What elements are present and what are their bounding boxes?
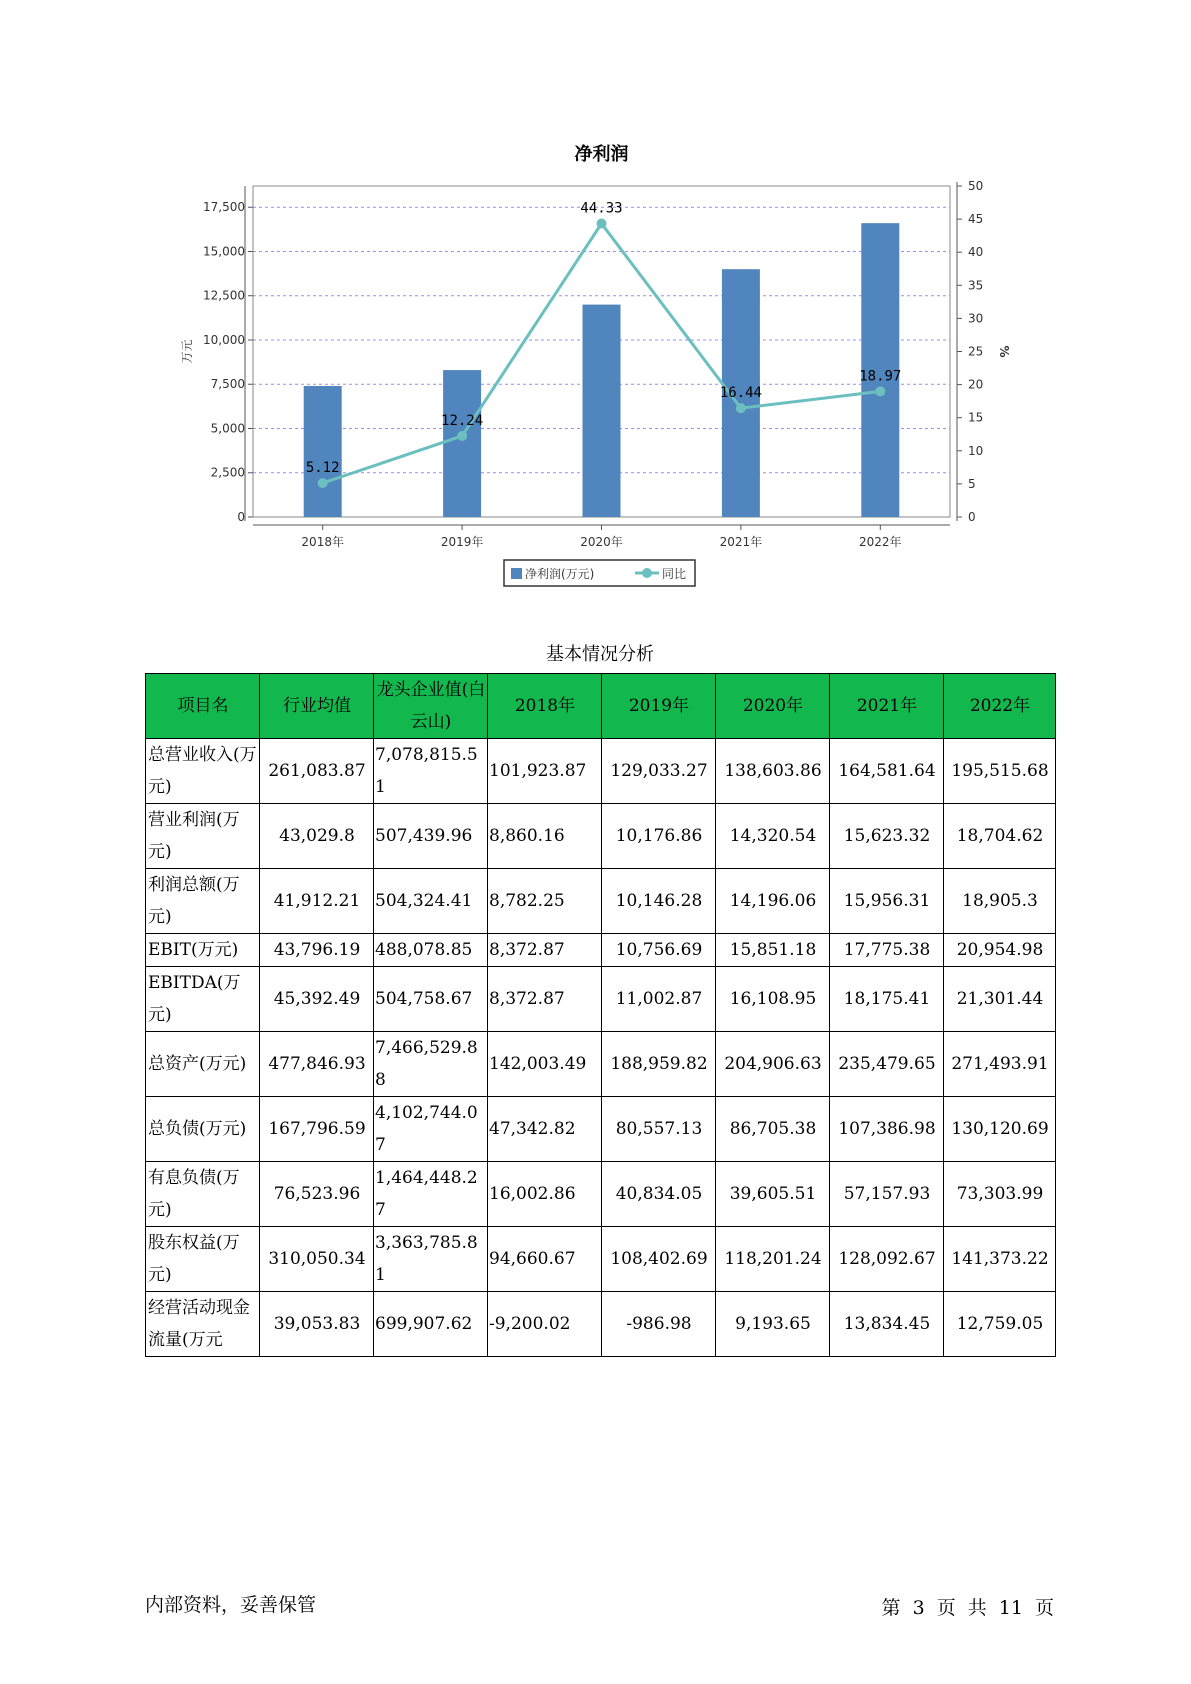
table-cell: 14,196.06 <box>716 869 830 934</box>
row-label-cell: 总营业收入(万元) <box>146 739 260 804</box>
table-cell: 142,003.49 <box>488 1032 602 1097</box>
table-cell: 16,002.86 <box>488 1162 602 1227</box>
legend-bar-swatch <box>511 568 522 579</box>
yoy-point <box>736 403 746 413</box>
table-cell: 699,907.62 <box>374 1292 488 1357</box>
row-label-cell: 有息负债(万元) <box>146 1162 260 1227</box>
table-cell: 235,479.65 <box>830 1032 944 1097</box>
table-cell: 80,557.13 <box>602 1097 716 1162</box>
y2-tick-label: 50 <box>968 179 984 193</box>
table-cell: 15,956.31 <box>830 869 944 934</box>
table-cell: 21,301.44 <box>944 967 1056 1032</box>
table-caption: 基本情况分析 <box>546 644 654 665</box>
table-cell: 73,303.99 <box>944 1162 1056 1227</box>
y2-tick-label: 10 <box>968 443 984 458</box>
row-label-cell: 经营活动现金流量(万元 <box>146 1292 260 1357</box>
table-header-cell: 龙头企业值(白云山) <box>374 674 488 739</box>
yoy-data-label: 18.97 <box>859 368 902 385</box>
y2-tick-label: 0 <box>968 510 976 524</box>
table-header-cell: 行业均值 <box>260 674 374 739</box>
table-cell: 10,176.86 <box>602 804 716 869</box>
chart-svg <box>0 0 1191 600</box>
row-label-cell: 股东权益(万元) <box>146 1227 260 1292</box>
net-profit-chart <box>0 0 1191 600</box>
table-cell: 138,603.86 <box>716 739 830 804</box>
table-cell: 141,373.22 <box>944 1227 1056 1292</box>
y-tick-label: 17,500 <box>203 200 245 215</box>
yoy-data-label: 12.24 <box>441 412 484 429</box>
table-header-row <box>146 674 1056 739</box>
table-cell: 43,029.8 <box>260 804 374 869</box>
table-cell: -9,200.02 <box>488 1292 602 1357</box>
y2-tick-label: 30 <box>968 311 984 326</box>
table-cell: 128,092.67 <box>830 1227 944 1292</box>
table-row <box>146 1292 1056 1357</box>
table-cell: 8,782.25 <box>488 869 602 934</box>
footer-confidential-note: 内部资料，妥善保管 <box>145 1594 317 1616</box>
yoy-point <box>318 478 328 488</box>
basic-analysis-table <box>145 673 1056 1357</box>
table-header-cell: 2020年 <box>716 674 830 739</box>
table-cell: 15,623.32 <box>830 804 944 869</box>
table-row <box>146 804 1056 869</box>
table-cell: 488,078.85 <box>374 934 488 967</box>
table-row <box>146 967 1056 1032</box>
table-row <box>146 1162 1056 1227</box>
table-cell: 8,372.87 <box>488 934 602 967</box>
yoy-point <box>875 386 885 396</box>
yoy-point <box>597 219 607 229</box>
table-cell: 18,175.41 <box>830 967 944 1032</box>
table-cell: 40,834.05 <box>602 1162 716 1227</box>
chart-title: 净利润 <box>574 144 629 165</box>
table-cell: 15,851.18 <box>716 934 830 967</box>
bar-net-profit <box>583 305 621 517</box>
table-cell: 45,392.49 <box>260 967 374 1032</box>
bar-net-profit <box>441 370 484 517</box>
table-cell: 47,342.82 <box>488 1097 602 1162</box>
table-cell: 39,053.83 <box>260 1292 374 1357</box>
y-tick-label: 0 <box>237 510 245 524</box>
x-tick-label: 2020年 <box>580 535 623 549</box>
yoy-point <box>457 431 467 441</box>
y2-axis-label: % <box>997 345 1011 358</box>
y-axis-label: 万元 <box>180 339 194 364</box>
table-row <box>146 1032 1056 1097</box>
table-cell: 108,402.69 <box>602 1227 716 1292</box>
table-cell: 10,146.28 <box>602 869 716 934</box>
x-tick-label: 2022年 <box>859 535 902 549</box>
table-cell: 11,002.87 <box>602 967 716 1032</box>
row-label-cell: 利润总额(万元) <box>146 869 260 934</box>
row-label-cell: 营业利润(万元) <box>146 804 260 869</box>
table-cell: 76,523.96 <box>260 1162 374 1227</box>
table-cell: 271,493.91 <box>944 1032 1056 1097</box>
footer-page-number: 第 3 页 共 11 页 <box>881 1597 1054 1619</box>
table-cell: 129,033.27 <box>602 739 716 804</box>
table-cell: 504,324.41 <box>374 869 488 934</box>
y-tick-label: 12,500 <box>203 288 245 303</box>
table-cell: 504,758.67 <box>374 967 488 1032</box>
row-label-cell: EBITDA(万元) <box>146 967 260 1032</box>
table-cell: 8,372.87 <box>488 967 602 1032</box>
table-cell: 1,464,448.27 <box>374 1162 488 1227</box>
bar-net-profit <box>304 386 342 517</box>
table-cell: 477,846.93 <box>260 1032 374 1097</box>
table-cell: 18,905.3 <box>944 869 1056 934</box>
table-cell: 164,581.64 <box>830 739 944 804</box>
table-cell: 10,756.69 <box>602 934 716 967</box>
table-cell: 9,193.65 <box>716 1292 830 1357</box>
table-cell: 86,705.38 <box>716 1097 830 1162</box>
y-tick-label: 2,500 <box>210 465 245 480</box>
table-header-cell: 2021年 <box>830 674 944 739</box>
table-header-cell: 2018年 <box>488 674 602 739</box>
x-tick-label: 2021年 <box>719 535 763 549</box>
x-tick-label: 2019年 <box>440 535 484 549</box>
table-header-cell: 2022年 <box>944 674 1056 739</box>
y-tick-label: 7,500 <box>210 377 245 392</box>
table-cell: 7,078,815.51 <box>374 739 488 804</box>
table-cell: 43,796.19 <box>260 934 374 967</box>
table-cell: 310,050.34 <box>260 1227 374 1292</box>
table-row <box>146 934 1056 967</box>
legend-line-label: 同比 <box>662 567 687 581</box>
table-cell: -986.98 <box>602 1292 716 1357</box>
table-row <box>146 1227 1056 1292</box>
table-cell: 107,386.98 <box>830 1097 944 1162</box>
legend-bar-label: 净利润(万元) <box>525 567 595 581</box>
table-cell: 101,923.87 <box>488 739 602 804</box>
table-header-cell: 2019年 <box>602 674 716 739</box>
table-cell: 16,108.95 <box>716 967 830 1032</box>
table-cell: 195,515.68 <box>944 739 1056 804</box>
table-cell: 20,954.98 <box>944 934 1056 967</box>
table-cell: 18,704.62 <box>944 804 1056 869</box>
yoy-data-label: 44.33 <box>580 200 623 217</box>
table-cell: 17,775.38 <box>830 934 944 967</box>
table-cell: 4,102,744.07 <box>374 1097 488 1162</box>
y2-tick-label: 20 <box>968 377 984 392</box>
table-cell: 14,320.54 <box>716 804 830 869</box>
table-cell: 8,860.16 <box>488 804 602 869</box>
y-tick-label: 10,000 <box>203 332 245 347</box>
table-header-cell: 项目名 <box>146 674 260 739</box>
table-row <box>146 739 1056 804</box>
row-label-cell: 总负债(万元) <box>146 1097 260 1162</box>
y-tick-label: 15,000 <box>203 244 245 259</box>
y2-tick-label: 35 <box>968 278 984 293</box>
y2-tick-label: 25 <box>968 344 984 359</box>
table-cell: 204,906.63 <box>716 1032 830 1097</box>
table-cell: 167,796.59 <box>260 1097 374 1162</box>
table-cell: 261,083.87 <box>260 739 374 804</box>
table-cell: 57,157.93 <box>830 1162 944 1227</box>
legend-line-marker <box>642 568 652 578</box>
table-cell: 130,120.69 <box>944 1097 1056 1162</box>
yoy-data-label: 5.12 <box>305 460 340 477</box>
table-cell: 188,959.82 <box>602 1032 716 1097</box>
row-label-cell: EBIT(万元) <box>146 934 260 967</box>
table-row <box>146 1097 1056 1162</box>
table-cell: 12,759.05 <box>944 1292 1056 1357</box>
y2-tick-label: 15 <box>968 410 984 425</box>
table-cell: 3,363,785.81 <box>374 1227 488 1292</box>
table-row <box>146 869 1056 934</box>
table-cell: 7,466,529.88 <box>374 1032 488 1097</box>
y-tick-label: 5,000 <box>210 421 245 436</box>
table-cell: 13,834.45 <box>830 1292 944 1357</box>
row-label-cell: 总资产(万元) <box>146 1032 260 1097</box>
x-tick-label: 2018年 <box>301 535 344 549</box>
table-cell: 118,201.24 <box>716 1227 830 1292</box>
y2-tick-label: 45 <box>968 212 984 227</box>
table-cell: 39,605.51 <box>716 1162 830 1227</box>
table-cell: 41,912.21 <box>260 869 374 934</box>
y2-tick-label: 40 <box>968 245 984 260</box>
yoy-data-label: 16.44 <box>719 385 762 402</box>
table-cell: 94,660.67 <box>488 1227 602 1292</box>
y2-tick-label: 5 <box>968 476 976 491</box>
table-cell: 507,439.96 <box>374 804 488 869</box>
